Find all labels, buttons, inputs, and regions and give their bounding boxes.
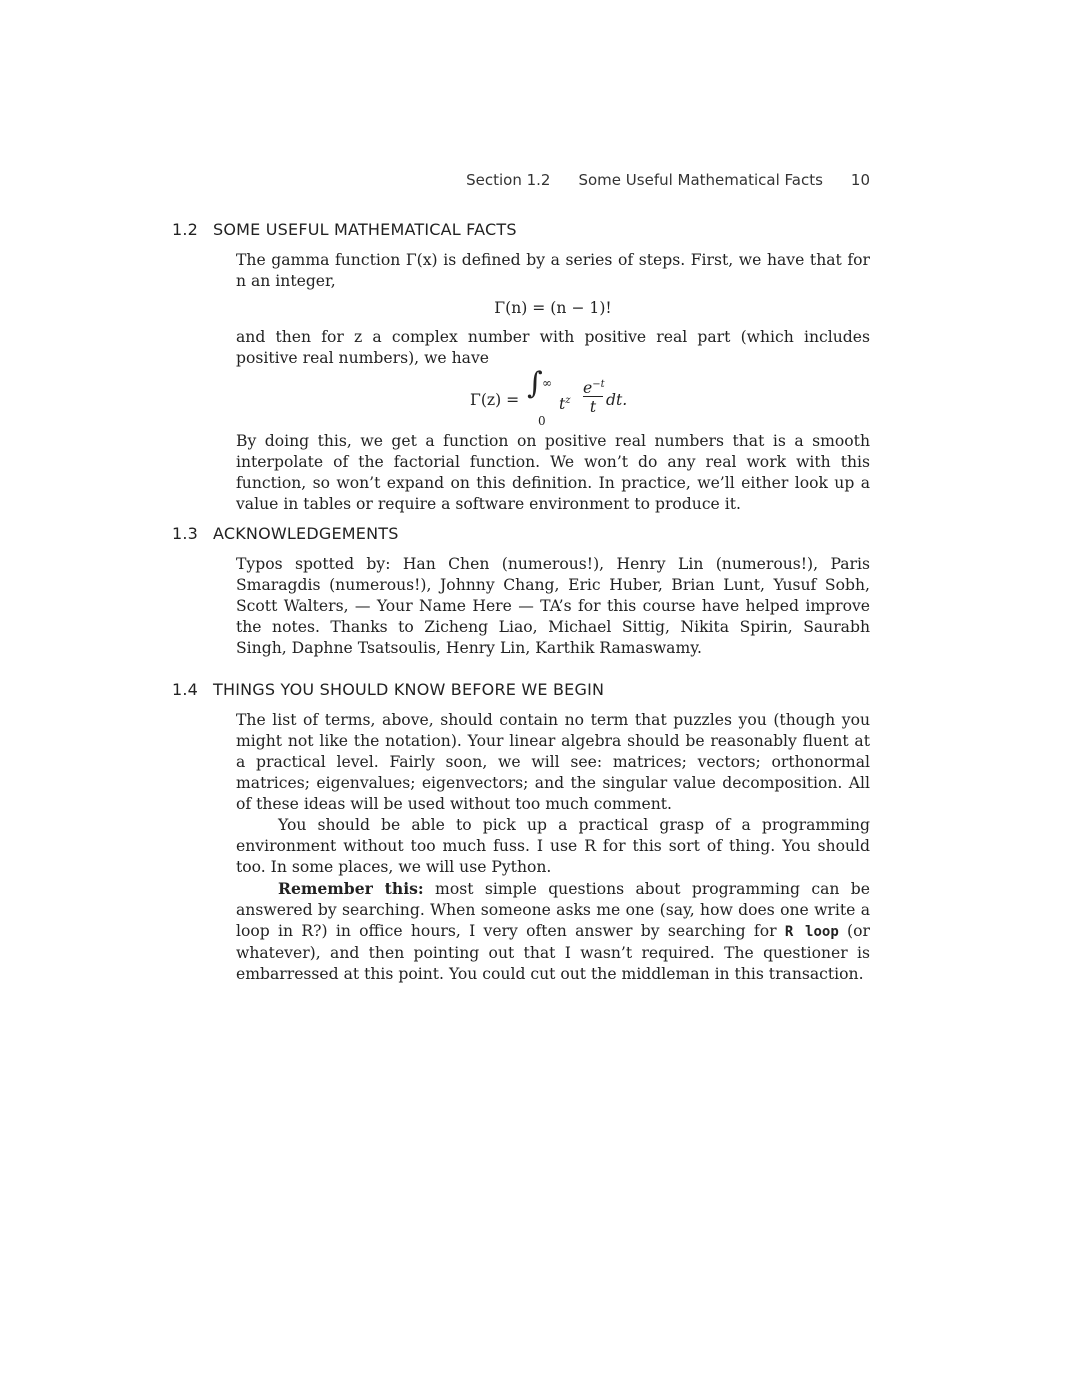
section-number: 1.4 [172, 680, 199, 699]
section-body-1-3 [236, 554, 870, 659]
section-heading-1-2 [172, 220, 517, 239]
eq-t: $t^z$ [559, 395, 571, 414]
section-body-1-2 [236, 250, 870, 515]
equation-gamma-integer: Γ(n) = (n − 1)! [494, 299, 612, 317]
section-number: 1.3 [172, 524, 199, 543]
eq-lhs: Γ(z) = [470, 391, 520, 409]
code-snippet: R loop [784, 924, 839, 940]
paragraph: The gamma function Γ(x) is defined by a series of steps. First, we have that for n an integer, [236, 251, 870, 290]
paragraph: By doing this, we get a function on positive real numbers that is a smooth interpolate of the factorial function. We won’t do any real work with this function, so won’t expand on this definition. In practice, we’ll either look up a value in tables or require a software environment to produce it. [236, 432, 870, 513]
section-number: 1.2 [172, 220, 199, 239]
section-title: ACKNOWLEDGEMENTS [213, 524, 399, 543]
eq-upper-limit: ∞ [542, 376, 552, 390]
eq-dt: dt. [606, 391, 628, 409]
eq-lower-limit: 0 [538, 414, 546, 428]
paragraph: The list of terms, above, should contain no term that puzzles you (though you might not like the notation). Your linear algebra should be reasonably fluent at a practical level. Fairly soon, we will see: matrices; vectors; orthonormal matrices; eigenvalues; eigenvectors; and the singular value decomposition. All of these ideas will be used without too much comment. [236, 711, 870, 813]
section-title: THINGS YOU SHOULD KNOW BEFORE WE BEGIN [213, 680, 605, 699]
eq-fraction: $e^{-t}$ t [583, 379, 605, 417]
section-title: SOME USEFUL MATHEMATICAL FACTS [213, 220, 517, 239]
paragraph: You should be able to pick up a practical grasp of a programming environment without too much fuss. I use R for this sort of thing. You should too. In some places, we will use Python. [236, 816, 870, 876]
paragraph: and then for z a complex number with positive real part (which includes positive real numbers), we have [236, 328, 870, 367]
running-header [466, 171, 870, 189]
paragraph: Remember this: most simple questions about programming can be answered by searching. When someone asks me one (say, how does one write a loop in R?) in office hours, I very often answer by searching for R loop (or whatever), and then pointing out that I wasn’t required. The questioner is embarressed at this point. You could cut out the middleman in this transaction. [236, 879, 870, 983]
paragraph: Typos spotted by: Han Chen (numerous!), Henry Lin (numerous!), Paris Smaragdis (numerous!), Johnny Chang, Eric Huber, Brian Lunt, Yusuf Sobh, Scott Walters, — Your Name Here — TA’s for this course have helped improve the notes. Thanks to Zicheng Liao, Michael Sittig, Nikita Spirin, Saurabh Singh, Daphne Tsatsoulis, Henry Lin, Karthik Ramaswamy. [236, 555, 870, 657]
remember-this-label: Remember this: [278, 879, 424, 898]
section-body-1-4 [236, 710, 870, 985]
header-section-title: Some Useful Mathematical Facts [578, 171, 823, 189]
section-heading-1-4 [172, 680, 604, 699]
header-section-label: Section 1.2 [466, 171, 551, 189]
equation-gamma-integral [236, 366, 870, 428]
section-heading-1-3 [172, 524, 399, 543]
header-page-number: 10 [850, 171, 870, 189]
integral-sign: ∫ [527, 366, 543, 401]
